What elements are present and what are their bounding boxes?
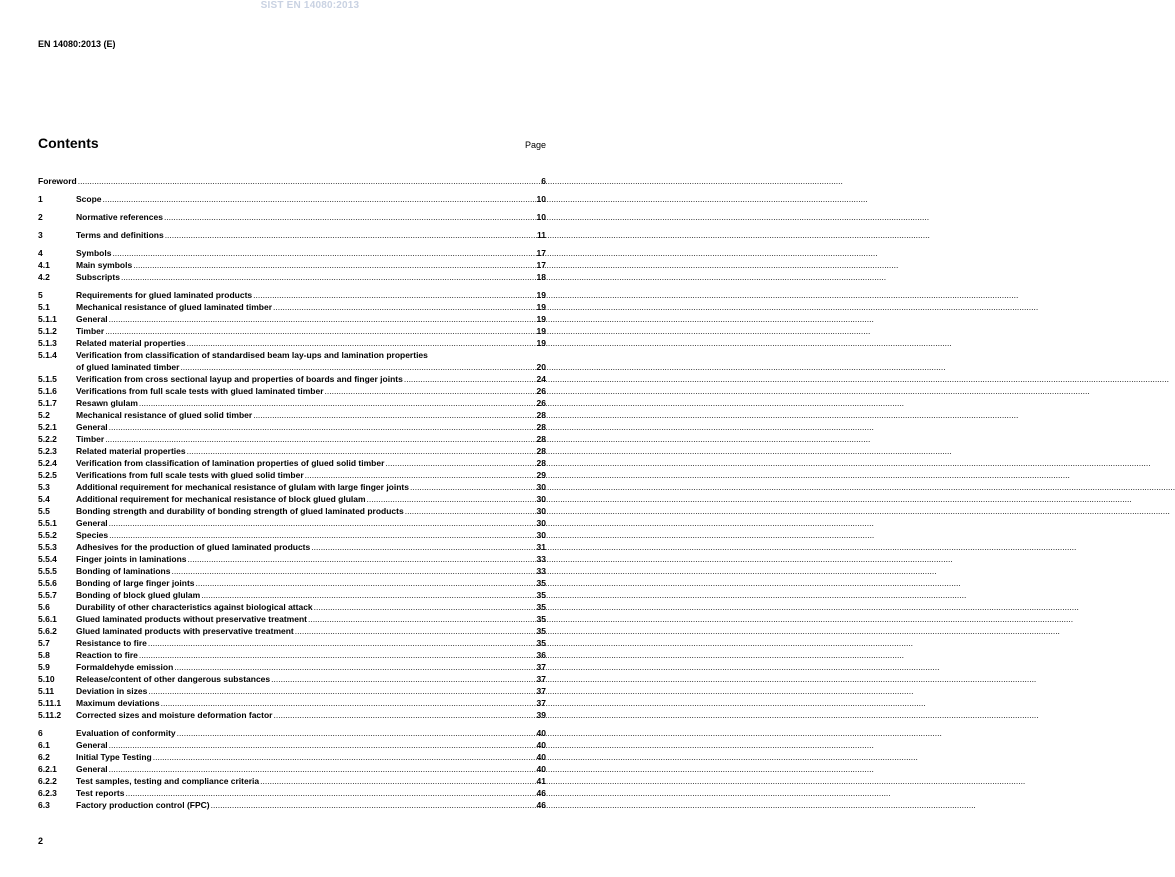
toc-entry-number: 5.5.2	[38, 530, 57, 540]
toc-entry-number: 5.2	[38, 410, 50, 420]
toc-entry-number: 5.5.6	[38, 578, 57, 588]
toc-entry-title: Adhesives for the production of glued laminated products	[76, 542, 311, 552]
toc-entry	[38, 529, 546, 541]
toc-entry-number: 4.2	[38, 272, 50, 282]
toc-entry-page: 36	[536, 650, 546, 660]
dot-leader	[310, 541, 536, 553]
toc-entry-title: Bonding of block glued glulam	[76, 590, 201, 600]
dot-leader	[384, 457, 536, 469]
dot-leader	[187, 553, 537, 565]
toc-entry	[38, 211, 546, 223]
toc-entry-number: 5.5.1	[38, 518, 57, 528]
toc-entry-title: General	[76, 740, 108, 750]
toc-entry-page: 35	[536, 614, 546, 624]
toc-entry-title: Evaluation of conformity	[76, 728, 176, 738]
dot-leader	[176, 727, 537, 739]
dot-leader	[252, 289, 536, 301]
dot-leader	[104, 433, 536, 445]
dot-leader	[404, 505, 537, 517]
toc-entry	[38, 673, 546, 685]
toc-entry	[38, 553, 546, 565]
toc-entry-title: Reaction to fire	[76, 650, 138, 660]
toc-entry	[38, 601, 546, 613]
toc-entry	[38, 685, 546, 697]
toc-entry-page: 41	[536, 776, 546, 786]
toc-entry	[38, 385, 546, 397]
toc-entry-title: Resawn glulam	[76, 398, 138, 408]
toc-entry-page: 35	[536, 590, 546, 600]
toc-entry-title: Terms and definitions	[76, 230, 164, 240]
toc-entry-number: 5.6.2	[38, 626, 57, 636]
toc-entry-number: 5.2.5	[38, 470, 57, 480]
toc-entry-title: Formaldehyde emission	[76, 662, 174, 672]
toc-entry-title-continuation: of glued laminated timber	[76, 362, 180, 372]
toc-entry	[38, 469, 546, 481]
toc-entry-title: Verification from classification of standardised beam lay-ups and lamination properties	[76, 350, 428, 360]
dot-leader	[179, 361, 536, 373]
toc-entry-title: Timber	[76, 434, 105, 444]
toc-entry-page: 17	[536, 248, 546, 258]
toc-entry	[38, 613, 546, 625]
toc-entry-title: General	[76, 764, 108, 774]
dot-leader	[77, 175, 542, 187]
toc-entry-title: Additional requirement for mechanical resistance of glulam with large finger joints	[76, 482, 409, 492]
dot-leader	[108, 517, 537, 529]
dot-leader	[160, 697, 537, 709]
toc-entry	[38, 229, 546, 241]
page-number: 2	[38, 836, 44, 846]
toc-entry-page: 26	[536, 386, 546, 396]
toc-entry-number: 6.1	[38, 740, 50, 750]
dot-leader	[272, 301, 537, 313]
table-of-contents	[38, 175, 546, 817]
toc-entry	[38, 697, 546, 709]
toc-entry-title: Verification from cross sectional layup and properties of boards and finger joints	[76, 374, 403, 384]
toc-entry-title: Corrected sizes and moisture deformation factor	[76, 710, 273, 720]
toc-entry-page: 33	[536, 566, 546, 576]
toc-entry-page: 40	[536, 752, 546, 762]
toc-entry	[38, 625, 546, 637]
toc-entry-number: 5.6.1	[38, 614, 57, 624]
dot-leader	[186, 337, 537, 349]
toc-entry-title: Requirements for glued laminated products	[76, 290, 253, 300]
toc-entry-title: Factory production control (FPC)	[76, 800, 210, 810]
toc-entry	[38, 421, 546, 433]
toc-entry-title: Maximum deviations	[76, 698, 160, 708]
toc-entry-number: 5.7	[38, 638, 50, 648]
dot-leader	[273, 709, 537, 721]
toc-entry-number: 5.2.4	[38, 458, 57, 468]
toc-entry-number: 1	[38, 194, 43, 204]
toc-entry-number: 5	[38, 290, 43, 300]
toc-entry	[38, 193, 546, 205]
toc-entry-number: 6.3	[38, 800, 50, 810]
toc-entry-page: 6	[541, 176, 546, 186]
toc-entry-continuation	[38, 361, 546, 373]
toc-entry-number: 5.5.5	[38, 566, 57, 576]
toc-entry-page: 28	[536, 422, 546, 432]
toc-entry-number: 5.1.3	[38, 338, 57, 348]
toc-group	[38, 175, 546, 187]
toc-entry	[38, 445, 546, 457]
toc-entry	[38, 175, 546, 187]
toc-entry	[38, 457, 546, 469]
toc-entry-page: 28	[536, 434, 546, 444]
dot-leader	[270, 673, 536, 685]
dot-leader	[186, 445, 537, 457]
dot-leader	[108, 421, 537, 433]
toc-entry-page: 17	[536, 260, 546, 270]
toc-entry-title: Timber	[76, 326, 105, 336]
toc-entry	[38, 763, 546, 775]
toc-entry-number: 4	[38, 248, 43, 258]
toc-group	[38, 211, 546, 223]
toc-entry	[38, 409, 546, 421]
toc-entry	[38, 493, 546, 505]
toc-entry	[38, 325, 546, 337]
toc-entry-number: 5.1.6	[38, 386, 57, 396]
dot-leader	[195, 577, 537, 589]
toc-entry-title: Durability of other characteristics against biological attack	[76, 602, 313, 612]
toc-entry-number: 5.11.1	[38, 698, 62, 708]
page-column-label: Page	[524, 140, 546, 150]
toc-group	[38, 247, 546, 283]
toc-entry-number: 5.1.7	[38, 398, 57, 408]
toc-entry-page: 11	[537, 230, 546, 240]
toc-entry-number: 6	[38, 728, 43, 738]
toc-entry-title: Additional requirement for mechanical resistance of block glued glulam	[76, 494, 366, 504]
toc-entry-number: 5.5.3	[38, 542, 57, 552]
toc-entry-page: 28	[536, 458, 546, 468]
toc-entry	[38, 541, 546, 553]
toc-entry	[38, 271, 546, 283]
toc-entry-title: Deviation in sizes	[76, 686, 148, 696]
dot-leader	[324, 385, 537, 397]
toc-entry	[38, 313, 546, 325]
toc-entry-page: 26	[536, 398, 546, 408]
toc-entry-page: 40	[536, 728, 546, 738]
toc-entry	[38, 397, 546, 409]
toc-entry-title: Normative references	[76, 212, 163, 222]
toc-entry-number: 3	[38, 230, 43, 240]
toc-group	[38, 289, 546, 721]
dot-leader	[294, 625, 537, 637]
toc-entry	[38, 727, 546, 739]
dot-leader	[259, 775, 536, 787]
toc-entry-title: Finger joints in laminations	[76, 554, 187, 564]
toc-entry-page: 35	[536, 578, 546, 588]
toc-entry-page: 28	[536, 446, 546, 456]
toc-entry-title: Glued laminated products with preservative treatment	[76, 626, 294, 636]
dot-leader	[132, 259, 536, 271]
toc-entry-page: 30	[536, 530, 546, 540]
toc-entry-page: 19	[536, 290, 546, 300]
toc-entry	[38, 637, 546, 649]
dot-leader	[125, 787, 537, 799]
toc-entry	[38, 649, 546, 661]
toc-entry	[38, 259, 546, 271]
toc-entry	[38, 289, 546, 301]
toc-entry-title: Symbols	[76, 248, 112, 258]
dot-leader	[104, 325, 536, 337]
toc-entry-title: Bonding of large finger joints	[76, 578, 195, 588]
toc-group	[38, 727, 546, 811]
toc-entry-page: 28	[536, 410, 546, 420]
toc-entry-title: Mechanical resistance of glued solid timber	[76, 410, 253, 420]
toc-entry-page: 18	[536, 272, 546, 282]
toc-entry-page: 24	[536, 374, 546, 384]
dot-leader	[120, 271, 537, 283]
toc-entry-page: 29	[536, 470, 546, 480]
toc-entry	[38, 433, 546, 445]
toc-entry-page: 31	[536, 542, 546, 552]
toc-entry-number: 5.1	[38, 302, 50, 312]
dot-leader	[200, 589, 536, 601]
dot-leader	[366, 493, 537, 505]
toc-entry-number: 5.3	[38, 482, 50, 492]
dot-leader	[409, 481, 537, 493]
toc-entry-number: 4.1	[38, 260, 50, 270]
dot-leader	[108, 763, 537, 775]
dot-leader	[304, 469, 537, 481]
toc-entry-page: 37	[536, 698, 546, 708]
toc-entry-page: 37	[536, 686, 546, 696]
toc-entry-page: 35	[536, 638, 546, 648]
dot-leader	[138, 649, 537, 661]
toc-entry-number: 5.1.5	[38, 374, 57, 384]
dot-leader	[210, 799, 537, 811]
toc-entry-page: 20	[536, 362, 546, 372]
toc-entry-number: 5.5	[38, 506, 50, 516]
dot-leader	[252, 409, 536, 421]
toc-entry-title: Subscripts	[76, 272, 120, 282]
dot-leader	[111, 247, 536, 259]
toc-entry	[38, 301, 546, 313]
dot-leader	[164, 229, 537, 241]
toc-entry	[38, 709, 546, 721]
toc-entry	[38, 787, 546, 799]
dot-leader	[170, 565, 536, 577]
toc-entry-page: 35	[536, 602, 546, 612]
toc-entry-page: 19	[536, 302, 546, 312]
dot-leader	[403, 373, 537, 385]
toc-entry-number: 5.8	[38, 650, 50, 660]
dot-leader	[307, 613, 537, 625]
dot-leader	[173, 661, 536, 673]
toc-entry-title: Release/content of other dangerous substances	[76, 674, 271, 684]
toc-entry-page: 35	[536, 626, 546, 636]
toc-entry-page: 33	[536, 554, 546, 564]
toc-entry-title: Verifications from full scale tests with glued laminated timber	[76, 386, 324, 396]
toc-entry	[38, 739, 546, 751]
toc-entry-page: 40	[536, 764, 546, 774]
toc-entry-page: 30	[536, 506, 546, 516]
toc-entry-number: 5.2.1	[38, 422, 57, 432]
toc-entry-title: Species	[76, 530, 109, 540]
toc-entry	[38, 505, 546, 517]
toc-entry-number: 6.2.3	[38, 788, 57, 798]
toc-entry-number: 5.10	[38, 674, 55, 684]
toc-entry-page: 30	[536, 482, 546, 492]
dot-leader	[108, 529, 536, 541]
toc-entry-page: 30	[536, 518, 546, 528]
toc-entry-page: 19	[536, 326, 546, 336]
toc-entry-number: 5.5.7	[38, 590, 57, 600]
watermark: SIST EN 14080:2013	[260, 0, 360, 11]
toc-entry-title: Test reports	[76, 788, 125, 798]
toc-entry-page: 46	[536, 800, 546, 810]
toc-entry-title: Bonding of laminations	[76, 566, 171, 576]
toc-entry	[38, 799, 546, 811]
toc-entry-title: Verifications from full scale tests with glued solid timber	[76, 470, 304, 480]
dot-leader	[108, 313, 537, 325]
dot-leader	[108, 739, 537, 751]
toc-entry-number: 5.6	[38, 602, 50, 612]
toc-entry-number: 5.5.4	[38, 554, 57, 564]
dot-leader	[163, 211, 537, 223]
toc-entry-number: 2	[38, 212, 43, 222]
toc-entry-number: 5.1.1	[38, 314, 57, 324]
toc-entry-title: General	[76, 314, 108, 324]
toc-entry-title: Related material properties	[76, 338, 186, 348]
toc-entry-number: 5.2.2	[38, 434, 57, 444]
toc-entry-page: 39	[536, 710, 546, 720]
contents-heading: Contents	[38, 135, 99, 151]
toc-entry	[38, 589, 546, 601]
toc-entry-number: 6.2.2	[38, 776, 57, 786]
toc-entry-title: Verification from classification of lamination properties of glued solid timber	[76, 458, 385, 468]
dot-leader	[147, 637, 537, 649]
toc-entry-page: 10	[536, 194, 546, 204]
dot-leader	[152, 751, 537, 763]
toc-group	[38, 229, 546, 241]
dot-leader	[313, 601, 537, 613]
toc-entry-page: 46	[536, 788, 546, 798]
dot-leader	[147, 685, 536, 697]
toc-entry	[38, 373, 546, 385]
toc-entry	[38, 481, 546, 493]
toc-entry-number: 5.9	[38, 662, 50, 672]
toc-entry-title: Main symbols	[76, 260, 133, 270]
toc-entry-number: 6.2	[38, 752, 50, 762]
toc-entry	[38, 577, 546, 589]
toc-entry-page: 37	[536, 662, 546, 672]
toc-entry	[38, 661, 546, 673]
toc-entry-page: 37	[536, 674, 546, 684]
toc-entry-title: Mechanical resistance of glued laminated timber	[76, 302, 273, 312]
toc-entry-page: 10	[536, 212, 546, 222]
toc-entry-title: General	[76, 422, 108, 432]
toc-entry-number: 5.1.2	[38, 326, 57, 336]
toc-entry-page: 30	[536, 494, 546, 504]
toc-entry	[38, 751, 546, 763]
toc-entry-number: 5.11	[38, 686, 55, 696]
toc-entry-number: 5.4	[38, 494, 50, 504]
dot-leader	[102, 193, 537, 205]
toc-entry-title: Scope	[76, 194, 102, 204]
toc-entry-page: 19	[536, 338, 546, 348]
toc-entry-title: Glued laminated products without preservative treatment	[76, 614, 307, 624]
toc-entry	[38, 517, 546, 529]
toc-entry	[38, 337, 546, 349]
toc-entry-page: 19	[536, 314, 546, 324]
toc-entry	[38, 565, 546, 577]
toc-entry-number: 6.2.1	[38, 764, 57, 774]
toc-entry-number: 5.1.4	[38, 350, 57, 360]
toc-entry-title: Related material properties	[76, 446, 186, 456]
toc-entry-number: 5.2.3	[38, 446, 57, 456]
toc-entry	[38, 775, 546, 787]
toc-entry-title: Test samples, testing and compliance criteria	[76, 776, 260, 786]
toc-group	[38, 193, 546, 205]
toc-entry-title: General	[76, 518, 108, 528]
toc-entry-title: Foreword	[38, 176, 77, 186]
toc-entry-title: Bonding strength and durability of bonding strength of glued laminated products	[76, 506, 404, 516]
dot-leader	[138, 397, 537, 409]
toc-entry	[38, 247, 546, 259]
toc-entry-number: 5.11.2	[38, 710, 62, 720]
toc-entry-title: Initial Type Testing	[76, 752, 152, 762]
toc-entry-title: Resistance to fire	[76, 638, 147, 648]
document-header: EN 14080:2013 (E)	[38, 39, 116, 49]
toc-entry-page: 40	[536, 740, 546, 750]
toc-entry	[38, 349, 546, 361]
